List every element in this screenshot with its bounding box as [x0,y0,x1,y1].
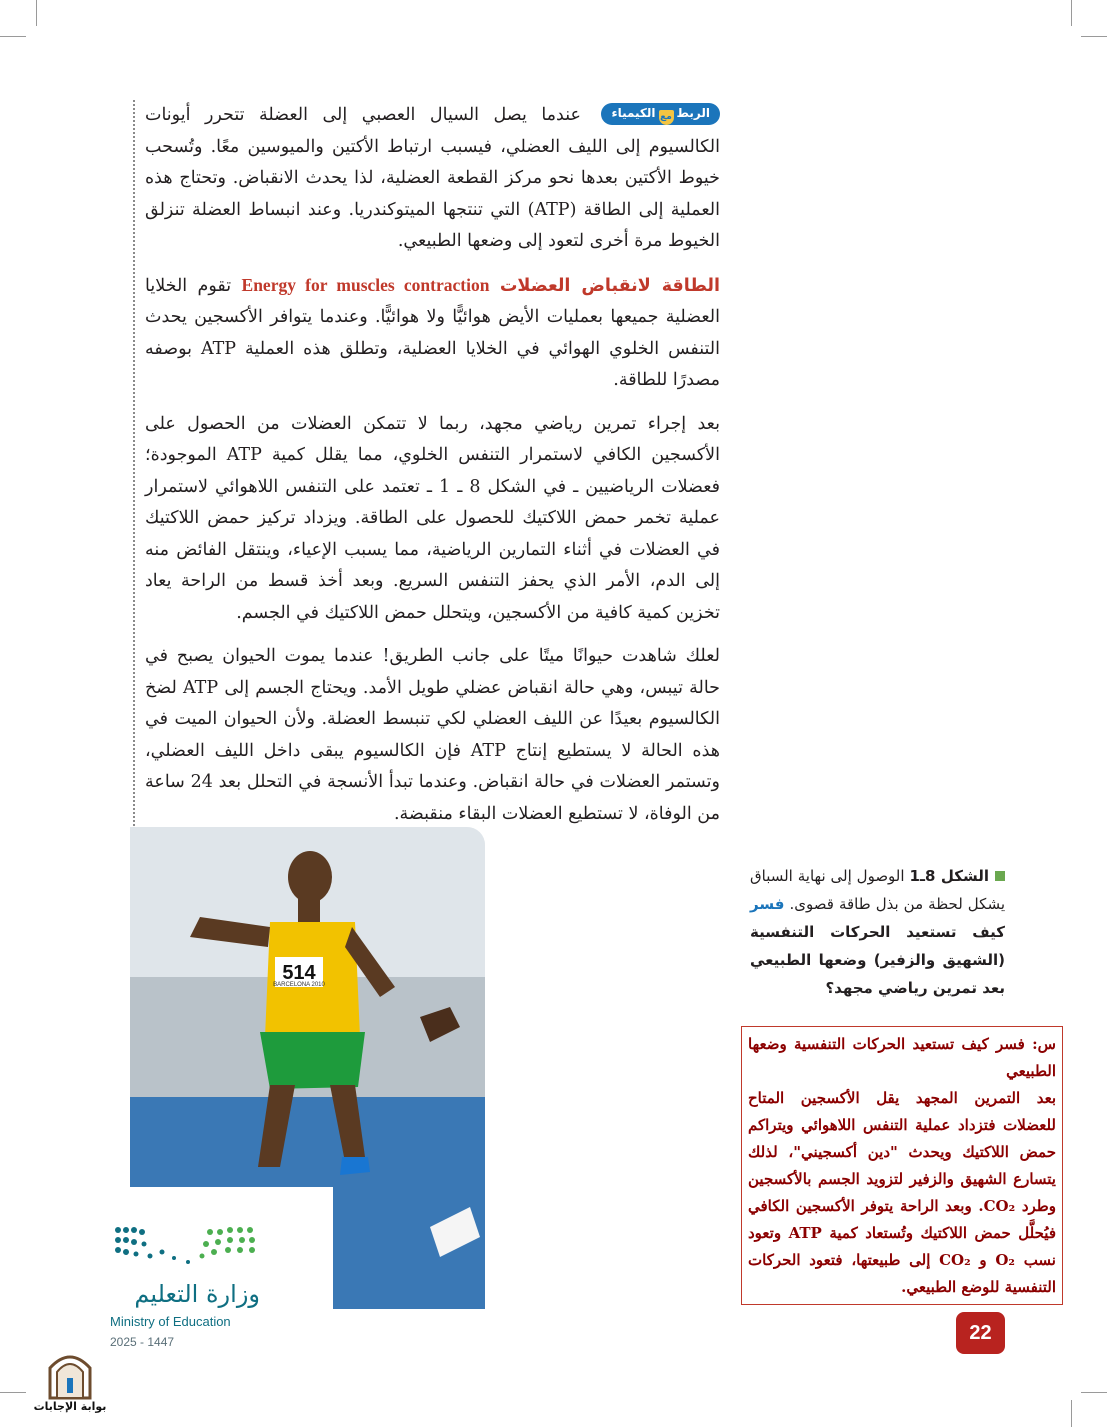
crop-mark [1081,36,1107,37]
caption-text: الوصول إلى نهاية السباق يشكل لحظة من بذل طاقة قصوى. [750,867,1005,913]
site-watermark [30,1348,110,1423]
caption-question: كيف تستعيد الحركات التنفسية (الشهيق والزفير) وضعها الطبيعي بعد تمرين رياضي مجهد؟ [750,923,1005,997]
crop-mark [0,36,26,37]
ministry-year: 2025 - 1447 [110,1335,175,1349]
figure-caption [750,862,1005,1002]
section-heading-arabic: الطاقة لانقباض العضلات [499,275,720,296]
paragraph-text: عندما يصل السيال العصبي إلى العضلة تتحرر أيونات الكالسيوم إلى الليف العضلي، فيسبب ارتباط الأكتين والميوسين معًا. وتُسحب خيوط الأكتين بعدها نحو مركز القطعة العضلية، لذا يحدث الانقباض. وتحتاج هذه العملية إلى الطاقة (ATP) التي تنتجها الميتوكندريا. وعند انبساط العضلة تنزلق الخيوط مرة أخرى لتعود إلى وضعها الطبيعي. [145,105,720,251]
answer-question: س: فسر كيف تستعيد الحركات التنفسية وضعها الطبيعي [748,1035,1056,1080]
badge-label-pre: الربط [676,106,710,120]
answer-body: بعد التمرين المجهد يقل الأكسجين المتاح للعضلات فتزداد عملية التنفس اللاهوائي ويتراكم حمض اللاكتيك ويحدث "دين أكسجيني"، لذلك يتسارع الشهيق والزفير لتزويد الجسم بالأكسجين وطرد CO₂. وبعد الراحة يتوفر الأكسجين الكافي فيُحلَّل حمض اللاكتيك وتُستعاد كمية ATP وتعود نسب O₂ و CO₂ إلى طبيعتها، فتعود الحركات التنفسية للوضع الطبيعي. [748,1089,1056,1296]
margin-dotted-rule [133,100,135,830]
crop-mark [1071,1400,1072,1427]
paragraph-rigor: لعلك شاهدت حيوانًا ميتًا على جانب الطريق! عندما يموت الحيوان يصبح في حالة تيبس، وهي حالة انقباض عضلي طويل الأمد. ويحتاج الجسم إلى ATP لضخ الكالسيوم بعيدًا عن الليف العضلي لكي تنبسط العضلة. ولأن الحيوان الميت في هذه الحالة لا يستطيع إنتاج ATP فإن الكالسيوم يبقى داخل الليف العضلي، وتستمر العضلات في حالة انقباض. وعندما تبدأ الأنسجة في التحلل بعد 24 ساعة من الوفاة، لا تستطيع العضلات البقاء منقبضة. [145,646,720,824]
paragraph-text: تقوم الخلايا العضلية جميعها بعمليات الأيض هوائيًّا ولا هوائيًّا. وعندما يتوافر الأكسجين يحدث التنفس الخلوي الهوائي في الخلايا العضلية، وتطلق هذه العملية ATP بوصفه مصدرًا للطاقة. [145,275,720,390]
logo-dots-icon [110,1222,260,1277]
ministry-name-arabic: وزارة التعليم [134,1280,260,1308]
bib-subtitle: BARCELONA 2010 [273,982,325,988]
figure-label: الشكل 8ـ1 [909,867,989,885]
crop-mark [1081,1392,1107,1393]
badge-label-post: الكيمياء [611,106,656,120]
crop-mark [0,1392,26,1393]
answer-box [741,1026,1063,1305]
watermark-text: بوابة الإجابات [33,1400,107,1413]
paragraph-chemistry-link [145,100,720,258]
paragraph-energy [145,270,720,397]
ministry-name-english: Ministry of Education [110,1314,231,1329]
main-text-column [145,100,720,842]
ministry-logo [110,1222,260,1347]
mosque-arch-icon [30,1348,110,1400]
bib-number: 514 [282,962,316,984]
page-number: 22 [956,1312,1005,1354]
flask-icon: مع [659,110,674,125]
chemistry-link-badge [601,103,720,125]
caption-square-icon [995,871,1005,881]
crop-mark [36,0,37,26]
explain-prompt: فسر [750,895,785,913]
section-heading-english: Energy for muscles contraction [241,274,490,295]
paragraph-exercise: بعد إجراء تمرين رياضي مجهد، ربما لا تتمكن العضلات من الحصول على الأكسجين الكافي لاستمرار التنفس الخلوي، مما يقلل كمية ATP الموجودة؛ فعضلات الرياضيين ـ في الشكل 8 ـ 1 ـ تعتمد على التنفس اللاهوائي لاستمرار عملية تخمر حمض اللاكتيك للحصول على الطاقة. ويزداد تركيز حمض اللاكتيك في العضلات في أثناء التمارين الرياضية، مما يسبب الإعياء، وينتقل الفائض منه إلى الدم، الأمر الذي يحفز التنفس السريع. وبعد أخذ قسط من الراحة يعاد تخزين كمية كافية من الأكسجين، ويتحلل حمض اللاكتيك في الجسم. [145,413,720,623]
crop-mark [1071,0,1072,26]
